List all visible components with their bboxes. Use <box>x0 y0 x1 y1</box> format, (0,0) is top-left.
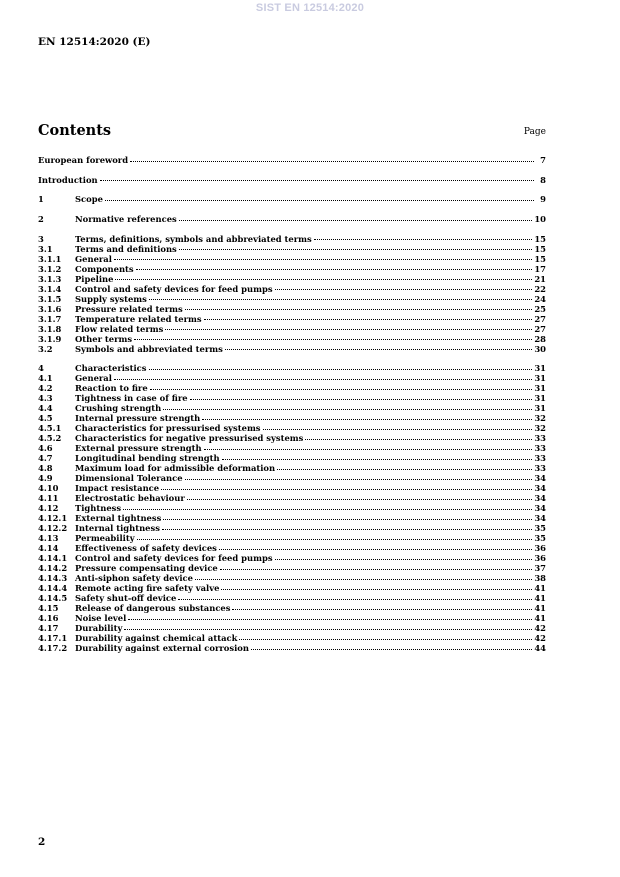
toc-entry-title: Temperature related terms <box>75 313 202 324</box>
toc-entry[interactable] <box>38 274 546 284</box>
toc-dot-leader <box>219 549 532 550</box>
toc-entry-page: 10 <box>534 214 546 225</box>
table-of-contents <box>38 155 546 653</box>
toc-entry-page: 41 <box>534 583 546 594</box>
toc-entry-title: Characteristics for pressurised systems <box>75 423 261 434</box>
toc-dot-leader <box>204 319 533 320</box>
toc-entry[interactable] <box>38 373 546 383</box>
toc-entry-title: Terms and definitions <box>75 243 177 254</box>
toc-entry[interactable] <box>38 523 546 533</box>
toc-entry-title: Internal pressure strength <box>75 413 201 424</box>
toc-dot-leader <box>123 509 532 510</box>
toc-entry[interactable] <box>38 403 546 413</box>
toc-entry-page: 28 <box>534 333 546 344</box>
toc-entry-title: General <box>75 373 112 384</box>
toc-entry-page: 31 <box>534 403 546 414</box>
toc-entry-title: Impact resistance <box>75 483 160 494</box>
toc-entry-title: Anti-siphon safety device <box>75 573 193 584</box>
toc-entry[interactable] <box>38 433 546 443</box>
toc-entry-page: 35 <box>534 533 546 544</box>
toc-entry-page: 9 <box>540 194 546 205</box>
toc-entry-page: 34 <box>534 473 546 484</box>
toc-entry-number: 4.12.2 <box>38 523 68 534</box>
toc-entry-title: Internal tightness <box>75 523 160 534</box>
document-id: EN 12514:2020 (E) <box>38 36 151 48</box>
toc-entry-page: 30 <box>534 343 546 354</box>
toc-entry-number: 4.3 <box>38 393 53 404</box>
toc-entry-title: Tightness in case of fire <box>75 393 188 404</box>
toc-entry-title: General <box>75 253 112 264</box>
toc-entry-page: 31 <box>534 383 546 394</box>
toc-entry[interactable] <box>38 443 546 453</box>
toc-entry-title: Characteristics for negative pressurised systems <box>75 433 304 444</box>
toc-entry-number: 4.17 <box>38 623 59 634</box>
toc-entry[interactable] <box>38 453 546 463</box>
toc-dot-leader <box>221 589 532 590</box>
toc-entry[interactable] <box>38 503 546 513</box>
toc-dot-leader <box>163 409 532 410</box>
toc-entry-number: 3 <box>38 233 44 244</box>
toc-entry[interactable] <box>38 603 546 613</box>
toc-dot-leader <box>162 529 532 530</box>
toc-entry-number: 4.6 <box>38 443 53 454</box>
toc-entry-title: Crushing strength <box>75 403 162 414</box>
toc-dot-leader <box>149 299 532 300</box>
toc-entry-number: 4.12.1 <box>38 513 68 524</box>
toc-entry-page: 21 <box>534 273 546 284</box>
toc-entry-page: 25 <box>534 303 546 314</box>
toc-dot-leader <box>185 309 533 310</box>
toc-entry-title: Remote acting fire safety valve <box>75 583 220 594</box>
toc-dot-leader <box>124 629 532 630</box>
toc-entry-title: Durability against external corrosion <box>75 643 249 654</box>
toc-dot-leader <box>114 379 532 380</box>
toc-entry-page: 33 <box>534 443 546 454</box>
toc-dot-leader <box>190 399 533 400</box>
page-number: 2 <box>38 836 46 848</box>
toc-entry-number: 4.17.2 <box>38 643 68 654</box>
toc-entry[interactable] <box>38 483 546 493</box>
toc-entry-page: 42 <box>534 633 546 644</box>
toc-entry[interactable] <box>38 314 546 324</box>
toc-dot-leader <box>178 599 532 600</box>
toc-entry-page: 36 <box>534 543 546 554</box>
toc-entry-title: Terms, definitions, symbols and abbreviated terms <box>75 233 312 244</box>
toc-entry-number: 4.5.1 <box>38 423 62 434</box>
toc-dot-leader <box>149 369 533 370</box>
toc-entry-number: 4.2 <box>38 383 53 394</box>
toc-entry-title: External pressure strength <box>75 443 202 454</box>
toc-dot-leader <box>105 200 534 201</box>
toc-entry[interactable] <box>38 214 546 224</box>
toc-dot-leader <box>232 609 532 610</box>
toc-entry[interactable] <box>38 254 546 264</box>
toc-entry[interactable] <box>38 493 546 503</box>
toc-entry[interactable] <box>38 413 546 423</box>
toc-entry-number: 3.1.7 <box>38 313 62 324</box>
toc-dot-leader <box>136 269 533 270</box>
toc-entry-page: 17 <box>534 263 546 274</box>
toc-entry-number: 4.14.4 <box>38 583 68 594</box>
toc-entry-number: 4.12 <box>38 503 59 514</box>
toc-entry[interactable] <box>38 244 546 254</box>
toc-entry-page: 41 <box>534 593 546 604</box>
toc-dot-leader <box>114 259 532 260</box>
toc-entry-page: 38 <box>534 573 546 584</box>
toc-entry[interactable] <box>38 533 546 543</box>
toc-dot-leader <box>165 329 532 330</box>
toc-entry-page: 31 <box>534 363 546 374</box>
toc-entry[interactable] <box>38 304 546 314</box>
toc-entry-number: 4.14 <box>38 543 59 554</box>
toc-entry-page: 42 <box>534 623 546 634</box>
toc-dot-leader <box>128 619 532 620</box>
toc-entry[interactable] <box>38 513 546 523</box>
toc-dot-leader <box>134 339 532 340</box>
toc-entry-number: 4.17.1 <box>38 633 68 644</box>
toc-dot-leader <box>225 349 533 350</box>
toc-entry-page: 27 <box>534 313 546 324</box>
toc-dot-leader <box>202 419 532 420</box>
toc-entry-number: 4.5 <box>38 413 53 424</box>
toc-entry-title: Durability against chemical attack <box>75 633 238 644</box>
toc-entry[interactable] <box>38 284 546 294</box>
toc-entry-page: 15 <box>534 233 546 244</box>
toc-entry-title: Scope <box>75 194 103 205</box>
toc-entry-title: Other terms <box>75 333 133 344</box>
toc-entry[interactable] <box>38 473 546 483</box>
toc-entry-page: 37 <box>534 563 546 574</box>
toc-entry[interactable] <box>38 294 546 304</box>
toc-entry[interactable] <box>38 563 546 573</box>
toc-entry-title: Pressure related terms <box>75 303 183 314</box>
toc-entry-page: 31 <box>534 393 546 404</box>
toc-entry-number: 4.16 <box>38 613 59 624</box>
toc-entry[interactable] <box>38 613 546 623</box>
toc-entry-page: 24 <box>534 293 546 304</box>
toc-entry-number: 3.1.6 <box>38 303 62 314</box>
toc-entry-title: Tightness <box>75 503 122 514</box>
toc-entry-title: Control and safety devices for feed pumps <box>75 553 273 564</box>
toc-entry-number: 2 <box>38 214 44 225</box>
toc-entry-title: Normative references <box>75 214 177 225</box>
toc-entry-number: 4.10 <box>38 483 59 494</box>
toc-dot-leader <box>263 429 533 430</box>
toc-entry-title: Maximum load for admissible deformation <box>75 463 276 474</box>
toc-entry[interactable] <box>38 234 546 244</box>
toc-entry[interactable] <box>38 155 546 165</box>
toc-entry-title: Longitudinal bending strength <box>75 453 220 464</box>
toc-dot-leader <box>161 489 532 490</box>
toc-entry-title: Symbols and abbreviated terms <box>75 343 223 354</box>
toc-entry-page: 33 <box>534 453 546 464</box>
toc-entry-title: Reaction to fire <box>75 383 148 394</box>
toc-dot-leader <box>275 289 533 290</box>
toc-entry-number: 4.1 <box>38 373 53 384</box>
toc-entry[interactable] <box>38 553 546 563</box>
toc-entry[interactable] <box>38 264 546 274</box>
toc-entry[interactable] <box>38 643 546 653</box>
toc-entry[interactable] <box>38 383 546 393</box>
toc-entry-number: 3.1.9 <box>38 333 62 344</box>
toc-dot-leader <box>187 499 533 500</box>
toc-entry-number: 4.14.1 <box>38 553 68 564</box>
toc-dot-leader <box>314 239 533 240</box>
toc-entry[interactable] <box>38 573 546 583</box>
toc-dot-leader <box>204 449 533 450</box>
toc-entry-page: 34 <box>534 513 546 524</box>
toc-entry-title: Flow related terms <box>75 323 164 334</box>
toc-entry-page: 32 <box>534 423 546 434</box>
toc-entry-title: Safety shut-off device <box>75 593 177 604</box>
toc-entry-page: 15 <box>534 243 546 254</box>
toc-entry[interactable] <box>38 583 546 593</box>
toc-entry-number: 1 <box>38 194 44 205</box>
toc-dot-leader <box>115 279 532 280</box>
toc-entry[interactable] <box>38 623 546 633</box>
toc-entry-title: Components <box>75 263 134 274</box>
toc-entry-title: Supply systems <box>75 293 147 304</box>
toc-entry-page: 33 <box>534 433 546 444</box>
toc-entry-page: 34 <box>534 483 546 494</box>
toc-entry[interactable] <box>38 344 546 354</box>
toc-entry[interactable] <box>38 463 546 473</box>
toc-entry-title: Introduction <box>38 174 98 185</box>
toc-entry[interactable] <box>38 175 546 185</box>
toc-dot-leader <box>185 479 533 480</box>
toc-dot-leader <box>163 519 532 520</box>
toc-dot-leader <box>179 220 533 221</box>
toc-entry-page: 36 <box>534 553 546 564</box>
page-column-label: Page <box>523 127 546 137</box>
toc-entry-title: Characteristics <box>75 363 147 374</box>
toc-entry[interactable] <box>38 393 546 403</box>
toc-entry-number: 3.1.3 <box>38 273 62 284</box>
toc-entry[interactable] <box>38 423 546 433</box>
toc-entry-page: 32 <box>534 413 546 424</box>
toc-entry-number: 3.2 <box>38 343 53 354</box>
toc-entry-title: Effectiveness of safety devices <box>75 543 217 554</box>
toc-dot-leader <box>100 180 534 181</box>
toc-entry[interactable] <box>38 194 546 204</box>
toc-dot-leader <box>251 649 532 650</box>
toc-entry-page: 34 <box>534 503 546 514</box>
toc-dot-leader <box>130 161 534 162</box>
toc-entry-number: 4.13 <box>38 533 59 544</box>
toc-entry-number: 3.1.1 <box>38 253 62 264</box>
toc-entry-page: 33 <box>534 463 546 474</box>
toc-entry-title: External tightness <box>75 513 162 524</box>
toc-entry-number: 4.4 <box>38 403 53 414</box>
toc-dot-leader <box>137 539 533 540</box>
toc-entry-title: Pressure compensating device <box>75 563 218 574</box>
toc-entry-title: Pipeline <box>75 273 114 284</box>
toc-dot-leader <box>179 249 533 250</box>
toc-entry-number: 4.14.5 <box>38 593 68 604</box>
toc-entry-title: Dimensional Tolerance <box>75 473 183 484</box>
toc-entry-number: 4.15 <box>38 603 59 614</box>
toc-entry-title: Control and safety devices for feed pumps <box>75 283 273 294</box>
toc-dot-leader <box>277 469 532 470</box>
toc-entry-page: 35 <box>534 523 546 534</box>
toc-dot-leader <box>305 439 532 440</box>
watermark: SIST EN 12514:2020 <box>255 2 365 14</box>
toc-entry-number: 4.9 <box>38 473 53 484</box>
toc-entry[interactable] <box>38 324 546 334</box>
toc-dot-leader <box>150 389 533 390</box>
toc-entry-number: 3.1 <box>38 243 53 254</box>
toc-entry-page: 8 <box>540 174 546 185</box>
toc-entry-number: 3.1.4 <box>38 283 62 294</box>
toc-entry-page: 41 <box>534 613 546 624</box>
toc-entry-title: Permeability <box>75 533 135 544</box>
toc-entry-title: Electrostatic behaviour <box>75 493 185 504</box>
toc-entry-title: Durability <box>75 623 123 634</box>
toc-entry-title: Release of dangerous substances <box>75 603 231 614</box>
toc-dot-leader <box>239 639 532 640</box>
toc-entry[interactable] <box>38 334 546 344</box>
toc-entry[interactable] <box>38 363 546 373</box>
toc-dot-leader <box>275 559 533 560</box>
toc-dot-leader <box>195 579 532 580</box>
toc-entry[interactable] <box>38 633 546 643</box>
toc-entry-number: 4 <box>38 363 44 374</box>
toc-entry-number: 4.11 <box>38 493 59 504</box>
toc-entry-page: 22 <box>534 283 546 294</box>
contents-title: Contents <box>38 122 112 139</box>
toc-entry-page: 31 <box>534 373 546 384</box>
toc-entry[interactable] <box>38 593 546 603</box>
toc-entry-page: 15 <box>534 253 546 264</box>
toc-entry-number: 4.14.2 <box>38 563 68 574</box>
toc-entry-page: 27 <box>534 323 546 334</box>
toc-entry[interactable] <box>38 543 546 553</box>
toc-dot-leader <box>222 459 533 460</box>
toc-entry-number: 3.1.5 <box>38 293 62 304</box>
toc-entry-number: 3.1.8 <box>38 323 62 334</box>
toc-entry-number: 4.14.3 <box>38 573 68 584</box>
toc-entry-title: Noise level <box>75 613 127 624</box>
toc-entry-page: 34 <box>534 493 546 504</box>
toc-entry-number: 4.7 <box>38 453 53 464</box>
toc-entry-page: 41 <box>534 603 546 614</box>
toc-entry-page: 44 <box>534 643 546 654</box>
toc-entry-page: 7 <box>540 155 546 165</box>
toc-entry-number: 4.8 <box>38 463 53 474</box>
toc-entry-number: 4.5.2 <box>38 433 62 444</box>
toc-entry-title: European foreword <box>38 155 129 165</box>
toc-entry-number: 3.1.2 <box>38 263 62 274</box>
toc-dot-leader <box>220 569 533 570</box>
